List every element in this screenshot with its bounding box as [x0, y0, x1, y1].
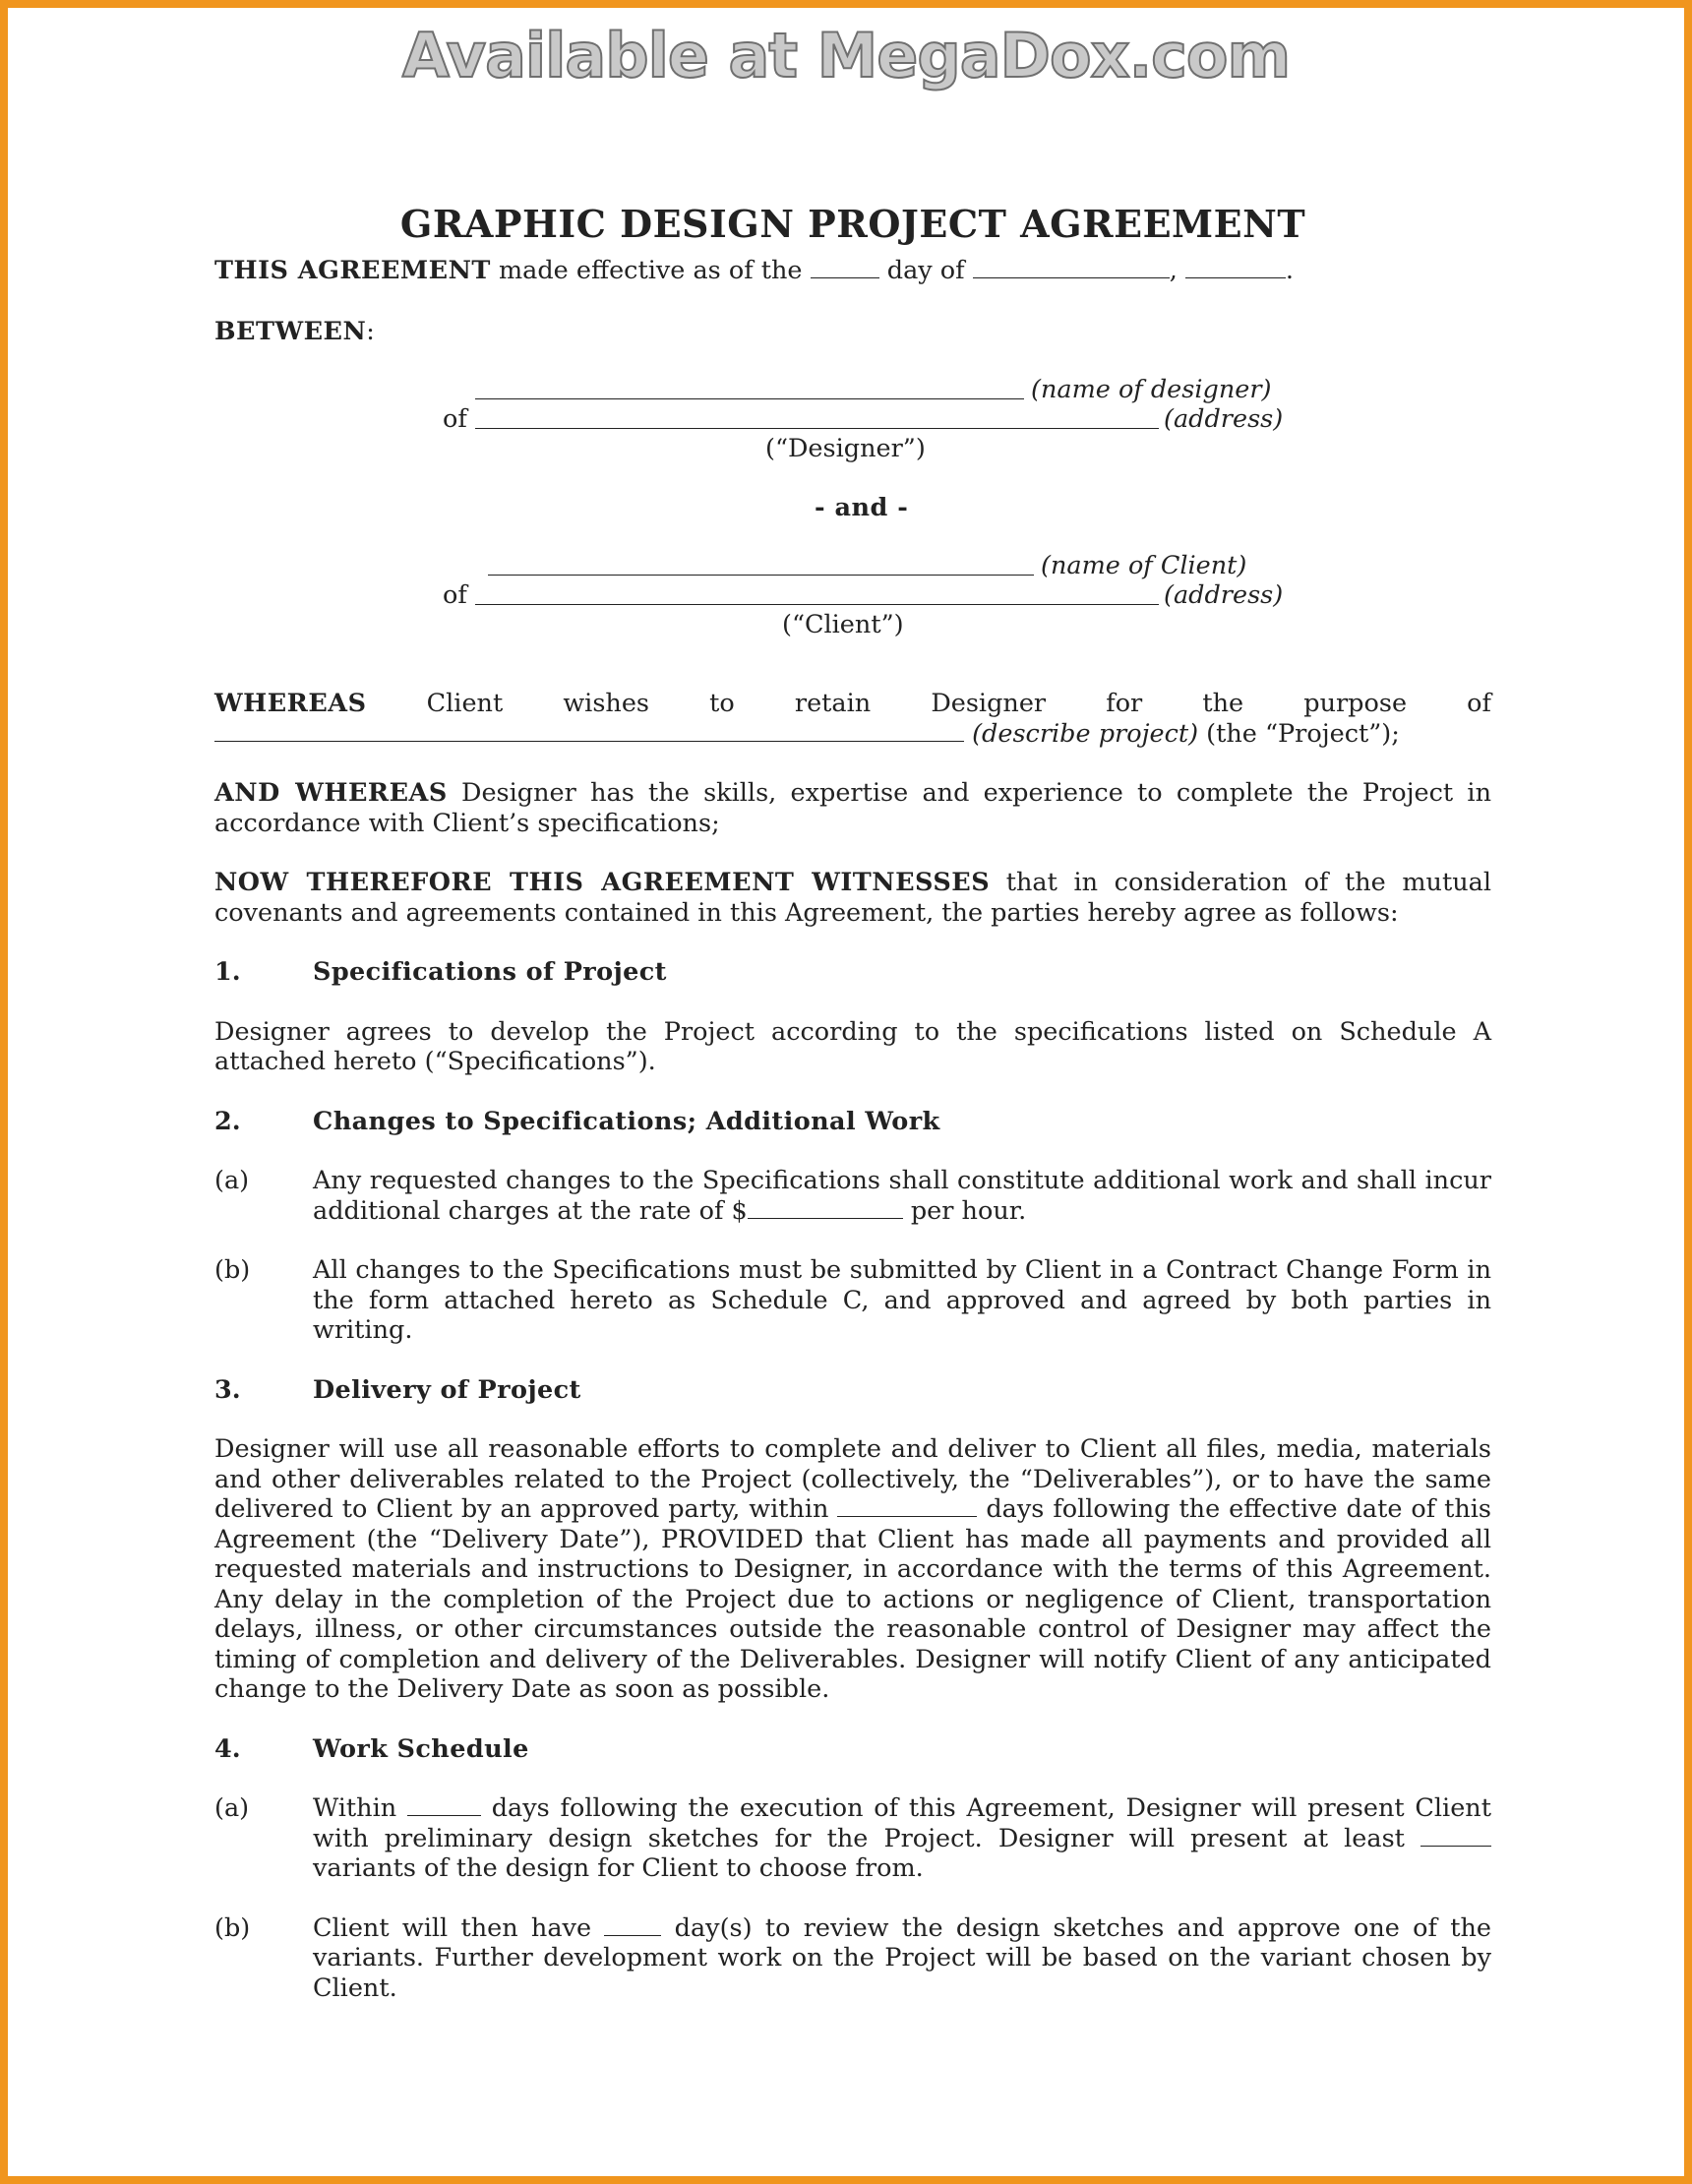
section-heading [214, 1375, 1491, 1406]
subclause-text-part: day(s) to review the design sketches and approve one of the variants. Further development work on the Project will be based on the variant chosen by Client. [313, 1912, 1492, 2003]
section-number: 3. [214, 1374, 241, 1405]
section-number: 4. [214, 1733, 241, 1764]
section-number: 2. [214, 1106, 241, 1136]
subclause-text [313, 1793, 1491, 1884]
client-address-caption: (address) [1164, 579, 1284, 610]
section-title: Delivery of Project [313, 1374, 581, 1405]
and-separator: - and - [815, 493, 909, 522]
subclause-text [313, 1913, 1491, 2004]
client-name-row [214, 551, 1491, 580]
section-heading [214, 1734, 1491, 1765]
section-title: Work Schedule [313, 1733, 529, 1764]
designer-address-row [214, 404, 1491, 434]
designer-name-caption: (name of designer) [1031, 374, 1272, 404]
section-body-part: Designer will use all reasonable efforts to complete and deliver to Client all files, media, materials and other deliverables related to the Project (collectively, the “Deliverables”), or to have the same delivered to Client by an approved party, within [214, 1434, 1491, 1524]
watermark: Available at MegaDox.com [401, 20, 1291, 91]
designer-defined-term: (“Designer”) [765, 433, 926, 463]
subclause-text-part: days following the execution of this Agreement, Designer will present Client with preliminary design sketches for the Project. Designer will present at least [313, 1793, 1491, 1853]
and-whereas-clause [214, 778, 1491, 838]
between-heading [214, 317, 1491, 347]
whereas-word: to [709, 689, 735, 718]
whereas-word: wishes [563, 689, 650, 718]
client-defined-term: (“Client”) [782, 609, 904, 639]
client-name-caption: (name of Client) [1041, 550, 1247, 580]
between-label: BETWEEN [214, 317, 367, 346]
subclause-text-part: variants of the design for Client to choose from. [313, 1853, 924, 1883]
intro-text: made effective as of the [490, 255, 811, 285]
delivery-days-blank[interactable] [837, 1496, 977, 1517]
intro-text: day of [878, 255, 973, 285]
now-therefore-clause [214, 868, 1491, 928]
intro-text: . [1285, 255, 1295, 285]
whereas-word: Designer [931, 689, 1047, 718]
designer-of-label: of [443, 403, 467, 434]
intro-bold: THIS AGREEMENT [214, 255, 491, 285]
day-blank[interactable] [811, 258, 879, 278]
and-whereas-bold: AND WHEREAS [214, 778, 448, 808]
review-days-blank[interactable] [604, 1915, 661, 1936]
whereas-second-line [214, 719, 1491, 750]
section-title: Changes to Specifications; Additional Work [313, 1106, 940, 1136]
year-blank[interactable] [1185, 258, 1286, 278]
whereas-first-line [214, 689, 1491, 719]
project-description-blank[interactable] [214, 721, 964, 742]
section-number: 1. [214, 957, 241, 987]
whereas-word: purpose [1303, 689, 1408, 718]
section-body [214, 1434, 1491, 1705]
subclause [214, 1255, 1491, 1346]
subclause-text-part: Within [313, 1793, 407, 1823]
subclause-text-part: Client will then have [313, 1912, 605, 1943]
project-caption: (describe project) [972, 718, 1199, 749]
designer-address-blank[interactable] [475, 404, 1159, 429]
subclause-text: All changes to the Specifications must be submitted by Client in a Contract Change Form in the form attached hereto as Schedule C, and approved and agreed by both parties in writing. [313, 1255, 1491, 1345]
month-blank[interactable] [973, 258, 1170, 278]
client-name-blank[interactable] [488, 551, 1034, 576]
subclause-label: (a) [214, 1166, 250, 1195]
subclause [214, 1793, 1491, 1884]
whereas-clause [214, 689, 1491, 749]
client-of-label: of [443, 579, 467, 610]
section-heading [214, 957, 1491, 988]
between-colon: : [366, 317, 375, 346]
whereas-word: for [1106, 689, 1143, 718]
section-body: Designer agrees to develop the Project according to the specifications listed on Schedule A attached hereto (“Specifications”). [214, 1016, 1491, 1076]
intro-line [214, 256, 1491, 286]
whereas-word: Client [426, 689, 504, 718]
client-address-blank[interactable] [475, 580, 1159, 605]
subclause-label: (b) [214, 1912, 251, 1943]
subclause [214, 1913, 1491, 2004]
whereas-word: the [1202, 689, 1244, 718]
now-therefore-text: that in consideration of the mutual covenants and agreements contained in this Agreement, the parties hereby agree as follows: [214, 868, 1491, 928]
agreement-body [214, 200, 1491, 2003]
and-whereas-text: Designer has the skills, expertise and experience to complete the Project in accordance with Client’s specifications; [214, 778, 1491, 838]
section-heading [214, 1107, 1491, 1137]
whereas-word: of [1467, 689, 1491, 718]
designer-name-blank[interactable] [475, 375, 1024, 399]
sketch-days-blank[interactable] [407, 1795, 481, 1816]
document-title: GRAPHIC DESIGN PROJECT AGREEMENT [399, 202, 1306, 246]
designer-name-row [214, 375, 1491, 404]
subclause-text-part: per hour. [902, 1195, 1027, 1226]
whereas-tail: (the “Project”); [1198, 718, 1400, 749]
subclause-label: (b) [214, 1255, 251, 1285]
variants-count-blank[interactable] [1420, 1826, 1491, 1847]
now-therefore-bold: NOW THEREFORE THIS AGREEMENT WITNESSES [214, 868, 991, 897]
section-body-part: days following the effective date of this Agreement (the “Delivery Date”), PROVIDED that Client has made all payments and provided all requested materials and instructions to Designer, in accordance with the terms of this Agreement. Any delay in the completion of the Project due to actions or negligence of Client, transportation delays, illness, or other circumstances outside the reasonable control of Designer may affect the timing of completion and delivery of the Deliverables. Designer will notify Client of any anticipated change to the Delivery Date as soon as possible. [214, 1494, 1492, 1704]
subclause-text [313, 1166, 1491, 1226]
client-address-row [214, 580, 1491, 610]
whereas-bold: WHEREAS [214, 689, 367, 718]
whereas-word: retain [794, 689, 872, 718]
intro-text: , [1169, 255, 1185, 285]
hourly-rate-blank[interactable] [748, 1198, 903, 1219]
section-title: Specifications of Project [313, 957, 667, 987]
subclause [214, 1166, 1491, 1226]
subclause-text-part: Any requested changes to the Specifications shall constitute additional work and shall incur additional charges at the rate of $ [313, 1166, 1491, 1226]
subclause-label: (a) [214, 1793, 250, 1823]
designer-address-caption: (address) [1164, 403, 1284, 434]
